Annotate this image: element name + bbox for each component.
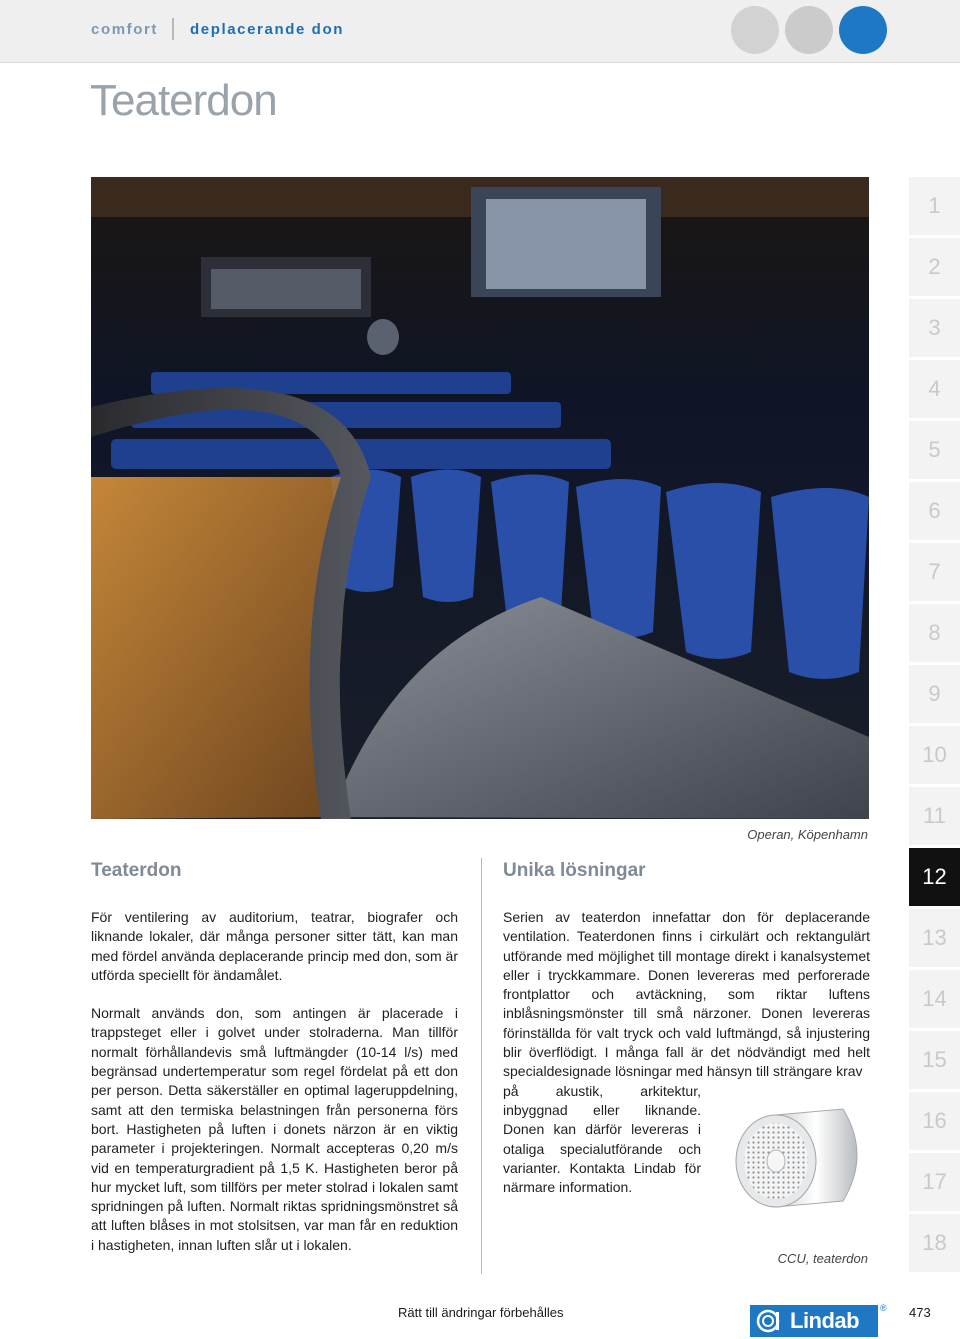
lindab-logo — [750, 1305, 878, 1337]
decor-circle-3 — [839, 6, 887, 54]
chapter-tab-7[interactable]: 7 — [909, 543, 960, 601]
lindab-logo-icon — [756, 1309, 786, 1333]
photo-caption: Operan, Köpenhamn — [747, 827, 868, 842]
chapter-tab-13[interactable]: 13 — [909, 909, 960, 967]
left-column — [91, 858, 458, 1255]
chapter-tab-3[interactable]: 3 — [909, 299, 960, 357]
right-paragraph: Serien av teaterdon innefattar don för deplacerande ventilation. Teaterdonen finns i cirkulärt och rektangulärt utförande med möjlighet till montage direkt i kanalsystemet eller i tryckkammare. Donen levereras med perforerade frontplattor och avtäckning, som riktar luftens inblåsningsmönster till små närzoner. Donen levereras förinställda för valt tryck och vald luftmängd, så injustering blir överflödigt. I många fall är det nödvändigt med helt specialdesignade lösningar med hänsyn till strängare krav — [503, 909, 870, 1080]
right-heading: Unika lösningar — [503, 860, 646, 881]
chapter-tab-18[interactable]: 18 — [909, 1214, 960, 1272]
chapter-tab-16[interactable]: 16 — [909, 1092, 960, 1150]
chapter-tab-8[interactable]: 8 — [909, 604, 960, 662]
chapter-tab-9[interactable]: 9 — [909, 665, 960, 723]
footer-notice: Rätt till ändringar förbehålles — [398, 1305, 564, 1320]
left-heading: Teaterdon — [91, 860, 182, 881]
chapter-tab-14[interactable]: 14 — [909, 970, 960, 1028]
chapter-tab-11[interactable]: 11 — [909, 787, 960, 845]
left-paragraph-2: Normalt används don, som antingen är placerade i trappsteget eller i golvet under stolraderna. Man tillför normalt förhållandevis små luftmängder (10-14 l/s) med begränsad undertemperatur som regel fördelat på ett don per person. Detta säkerställer en optimal lageruppdelning, samt att den termiska belastningen från personerna förs bort. Hastigheten på luften i donets närzon är en viktig parameter i projekteringen. Normalt accepteras 0,20 m/s vid en temperaturgradient på 1,5 K. Hastigheten beror på hur mycket luft, som tillförs per meter stolrad i lokalen samt spridningen på luften. Normalt riktas spridningsmönstret så att luften blåses in mot stolsitsen, var man får en reduktion i hastigheten, innan luften slår ut i lokalen. — [91, 1005, 458, 1253]
chapter-tab-4[interactable]: 4 — [909, 360, 960, 418]
subcategory-label: deplacerande don — [190, 21, 344, 38]
chapter-tab-12-active[interactable]: 12 — [909, 848, 960, 906]
page-title: Teaterdon — [90, 76, 277, 125]
chapter-tab-10[interactable]: 10 — [909, 726, 960, 784]
category-label: comfort — [91, 21, 159, 38]
product-caption: CCU, teaterdon — [777, 1251, 868, 1266]
product-image — [731, 1105, 871, 1215]
decor-circle-1 — [731, 6, 779, 54]
decor-circle-2 — [785, 6, 833, 54]
chapter-tab-6[interactable]: 6 — [909, 482, 960, 540]
chapter-tab-1[interactable]: 1 — [909, 177, 960, 235]
header-bar — [0, 0, 960, 63]
chapter-tab-5[interactable]: 5 — [909, 421, 960, 479]
registered-mark: ® — [880, 1303, 887, 1313]
page-number: 473 — [909, 1305, 931, 1320]
chapter-tab-15[interactable]: 15 — [909, 1031, 960, 1089]
chapter-tab-2[interactable]: 2 — [909, 238, 960, 296]
chapter-tabs — [909, 177, 960, 1275]
right-paragraph-narrow: på akustik, arkitektur, inbyggnad eller liknande. Donen kan därför levereras i otaliga specialutförande och varianter. Kontakta Lindab för närmare information. — [503, 1082, 701, 1196]
lindab-wordmark: Lindab — [790, 1308, 860, 1333]
theater-photo — [91, 177, 869, 819]
breadcrumb-divider — [172, 18, 174, 40]
column-divider — [481, 858, 482, 1274]
left-paragraph-1: För ventilering av auditorium, teatrar, biografer och liknande lokaler, där många personer sitter tätt, kan man med fördel använda deplacerande princip med don, som är utförda speciellt för ändamålet. — [91, 909, 458, 983]
chapter-tab-17[interactable]: 17 — [909, 1153, 960, 1211]
